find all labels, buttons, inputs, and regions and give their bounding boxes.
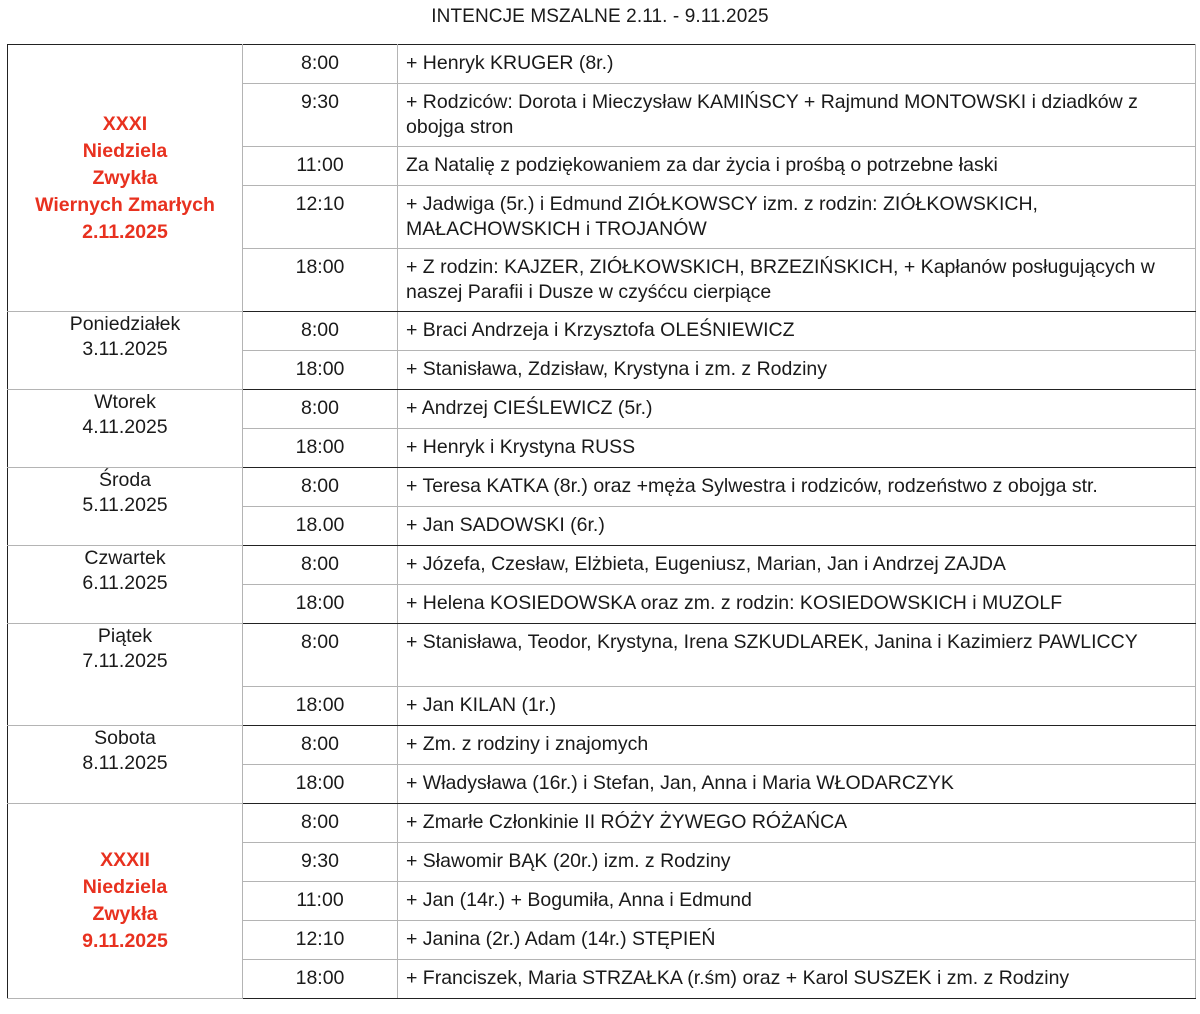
- mass-time: 18:00: [243, 429, 398, 468]
- mass-intention: + Władysława (16r.) i Stefan, Jan, Anna i Maria WŁODARCZYK: [398, 765, 1196, 804]
- mass-time: 12:10: [243, 186, 398, 249]
- mass-row: [8, 546, 1196, 585]
- mass-row: [8, 804, 1196, 843]
- mass-time: 18:00: [243, 249, 398, 312]
- day-label-line: XXXII: [100, 849, 150, 871]
- day-label-line: Zwykła: [92, 166, 158, 189]
- mass-intention: + Henryk KRUGER (8r.): [398, 45, 1196, 84]
- day-date: 8.11.2025: [82, 752, 168, 774]
- day-label-line: Czwartek: [84, 547, 166, 569]
- page-title: INTENCJE MSZALNE 2.11. - 9.11.2025: [431, 6, 769, 27]
- mass-row: [8, 624, 1196, 687]
- day-date: 7.11.2025: [82, 650, 168, 672]
- mass-intention: + Stanisława, Zdzisław, Krystyna i zm. z Rodziny: [398, 351, 1196, 390]
- mass-intention: + Z rodzin: KAJZER, ZIÓŁKOWSKICH, BRZEZIŃSKICH, + Kapłanów posługujących w naszej Parafii i Dusze w czyśćcu cierpiące: [398, 249, 1196, 312]
- mass-intention: + Janina (2r.) Adam (14r.) STĘPIEŃ: [398, 921, 1196, 960]
- mass-time: 12:10: [243, 921, 398, 960]
- mass-time: 18:00: [243, 687, 398, 726]
- mass-time: 9:30: [243, 84, 398, 147]
- mass-intention: + Sławomir BĄK (20r.) izm. z Rodziny: [398, 843, 1196, 882]
- day-cell: [8, 726, 243, 804]
- mass-time: 9:30: [243, 843, 398, 882]
- mass-time: 18:00: [243, 585, 398, 624]
- mass-time: 8:00: [243, 312, 398, 351]
- mass-time: 11:00: [243, 882, 398, 921]
- mass-intention: + Franciszek, Maria STRZAŁKA (r.śm) oraz + Karol SUSZEK i zm. z Rodziny: [398, 960, 1196, 999]
- mass-time: 18:00: [243, 960, 398, 999]
- mass-row: [8, 726, 1196, 765]
- day-label-line: Wtorek: [94, 391, 156, 413]
- mass-intentions-table: [7, 44, 1196, 999]
- mass-time: 8:00: [243, 624, 398, 687]
- mass-time: 8:00: [243, 45, 398, 84]
- day-label-line: Piątek: [97, 625, 153, 647]
- day-label-line: Poniedziałek: [69, 313, 181, 335]
- day-label-line: Zwykła: [92, 903, 158, 925]
- day-date: 6.11.2025: [82, 572, 168, 594]
- mass-time: 18:00: [243, 351, 398, 390]
- mass-time: 8:00: [243, 804, 398, 843]
- day-cell: [8, 546, 243, 624]
- day-label-line: Środa: [98, 469, 152, 491]
- mass-row: [8, 312, 1196, 351]
- day-date: 9.11.2025: [82, 930, 168, 952]
- day-label-line: Niedziela: [82, 876, 168, 898]
- mass-intention: + Jan SADOWSKI (6r.): [398, 507, 1196, 546]
- mass-intention: Za Natalię z podziękowaniem za dar życia i prośbą o potrzebne łaski: [398, 147, 1196, 186]
- mass-row: [8, 390, 1196, 429]
- mass-intention: + Braci Andrzeja i Krzysztofa OLEŚNIEWICZ: [398, 312, 1196, 351]
- sunday-day-cell: [8, 45, 243, 312]
- mass-intention: + Jadwiga (5r.) i Edmund ZIÓŁKOWSCY izm. z rodzin: ZIÓŁKOWSKICH, MAŁACHOWSKICH i TROJANÓW: [398, 186, 1196, 249]
- mass-intention: + Zmarłe Członkinie II RÓŻY ŻYWEGO RÓŻAŃCA: [398, 804, 1196, 843]
- day-cell: [8, 624, 243, 726]
- mass-time: 8:00: [243, 390, 398, 429]
- mass-row: [8, 45, 1196, 84]
- mass-intention: + Teresa KATKA (8r.) oraz +męża Sylwestra i rodziców, rodzeństwo z obojga str.: [398, 468, 1196, 507]
- day-cell: [8, 468, 243, 546]
- mass-time: 8:00: [243, 546, 398, 585]
- mass-intention: + Henryk i Krystyna RUSS: [398, 429, 1196, 468]
- day-cell: [8, 312, 243, 390]
- day-date: 4.11.2025: [82, 416, 168, 438]
- mass-intention: + Rodziców: Dorota i Mieczysław KAMIŃSCY + Rajmund MONTOWSKI i dziadków z obojga stron: [398, 84, 1196, 147]
- day-cell: [8, 390, 243, 468]
- mass-time: 18:00: [243, 765, 398, 804]
- mass-intention: + Stanisława, Teodor, Krystyna, Irena SZKUDLAREK, Janina i Kazimierz PAWLICCY: [398, 624, 1196, 687]
- mass-intention: + Jan KILAN (1r.): [398, 687, 1196, 726]
- day-date: 2.11.2025: [82, 220, 168, 243]
- mass-time: 18.00: [243, 507, 398, 546]
- mass-intention: + Józefa, Czesław, Elżbieta, Eugeniusz, Marian, Jan i Andrzej ZAJDA: [398, 546, 1196, 585]
- day-label-line: XXXI: [102, 112, 148, 135]
- sunday-day-cell: [8, 804, 243, 999]
- mass-time: 8:00: [243, 726, 398, 765]
- day-label-line: Niedziela: [82, 139, 168, 162]
- day-label-line: Sobota: [94, 727, 156, 749]
- mass-row: [8, 468, 1196, 507]
- mass-time: 8:00: [243, 468, 398, 507]
- mass-intention: + Zm. z rodziny i znajomych: [398, 726, 1196, 765]
- mass-intention: + Jan (14r.) + Bogumiła, Anna i Edmund: [398, 882, 1196, 921]
- day-date: 5.11.2025: [82, 494, 168, 516]
- day-date: 3.11.2025: [82, 338, 168, 360]
- mass-intention: + Helena KOSIEDOWSKA oraz zm. z rodzin: KOSIEDOWSKICH i MUZOLF: [398, 585, 1196, 624]
- day-label-line: Wiernych Zmarłych: [35, 193, 215, 216]
- mass-intention: + Andrzej CIEŚLEWICZ (5r.): [398, 390, 1196, 429]
- mass-time: 11:00: [243, 147, 398, 186]
